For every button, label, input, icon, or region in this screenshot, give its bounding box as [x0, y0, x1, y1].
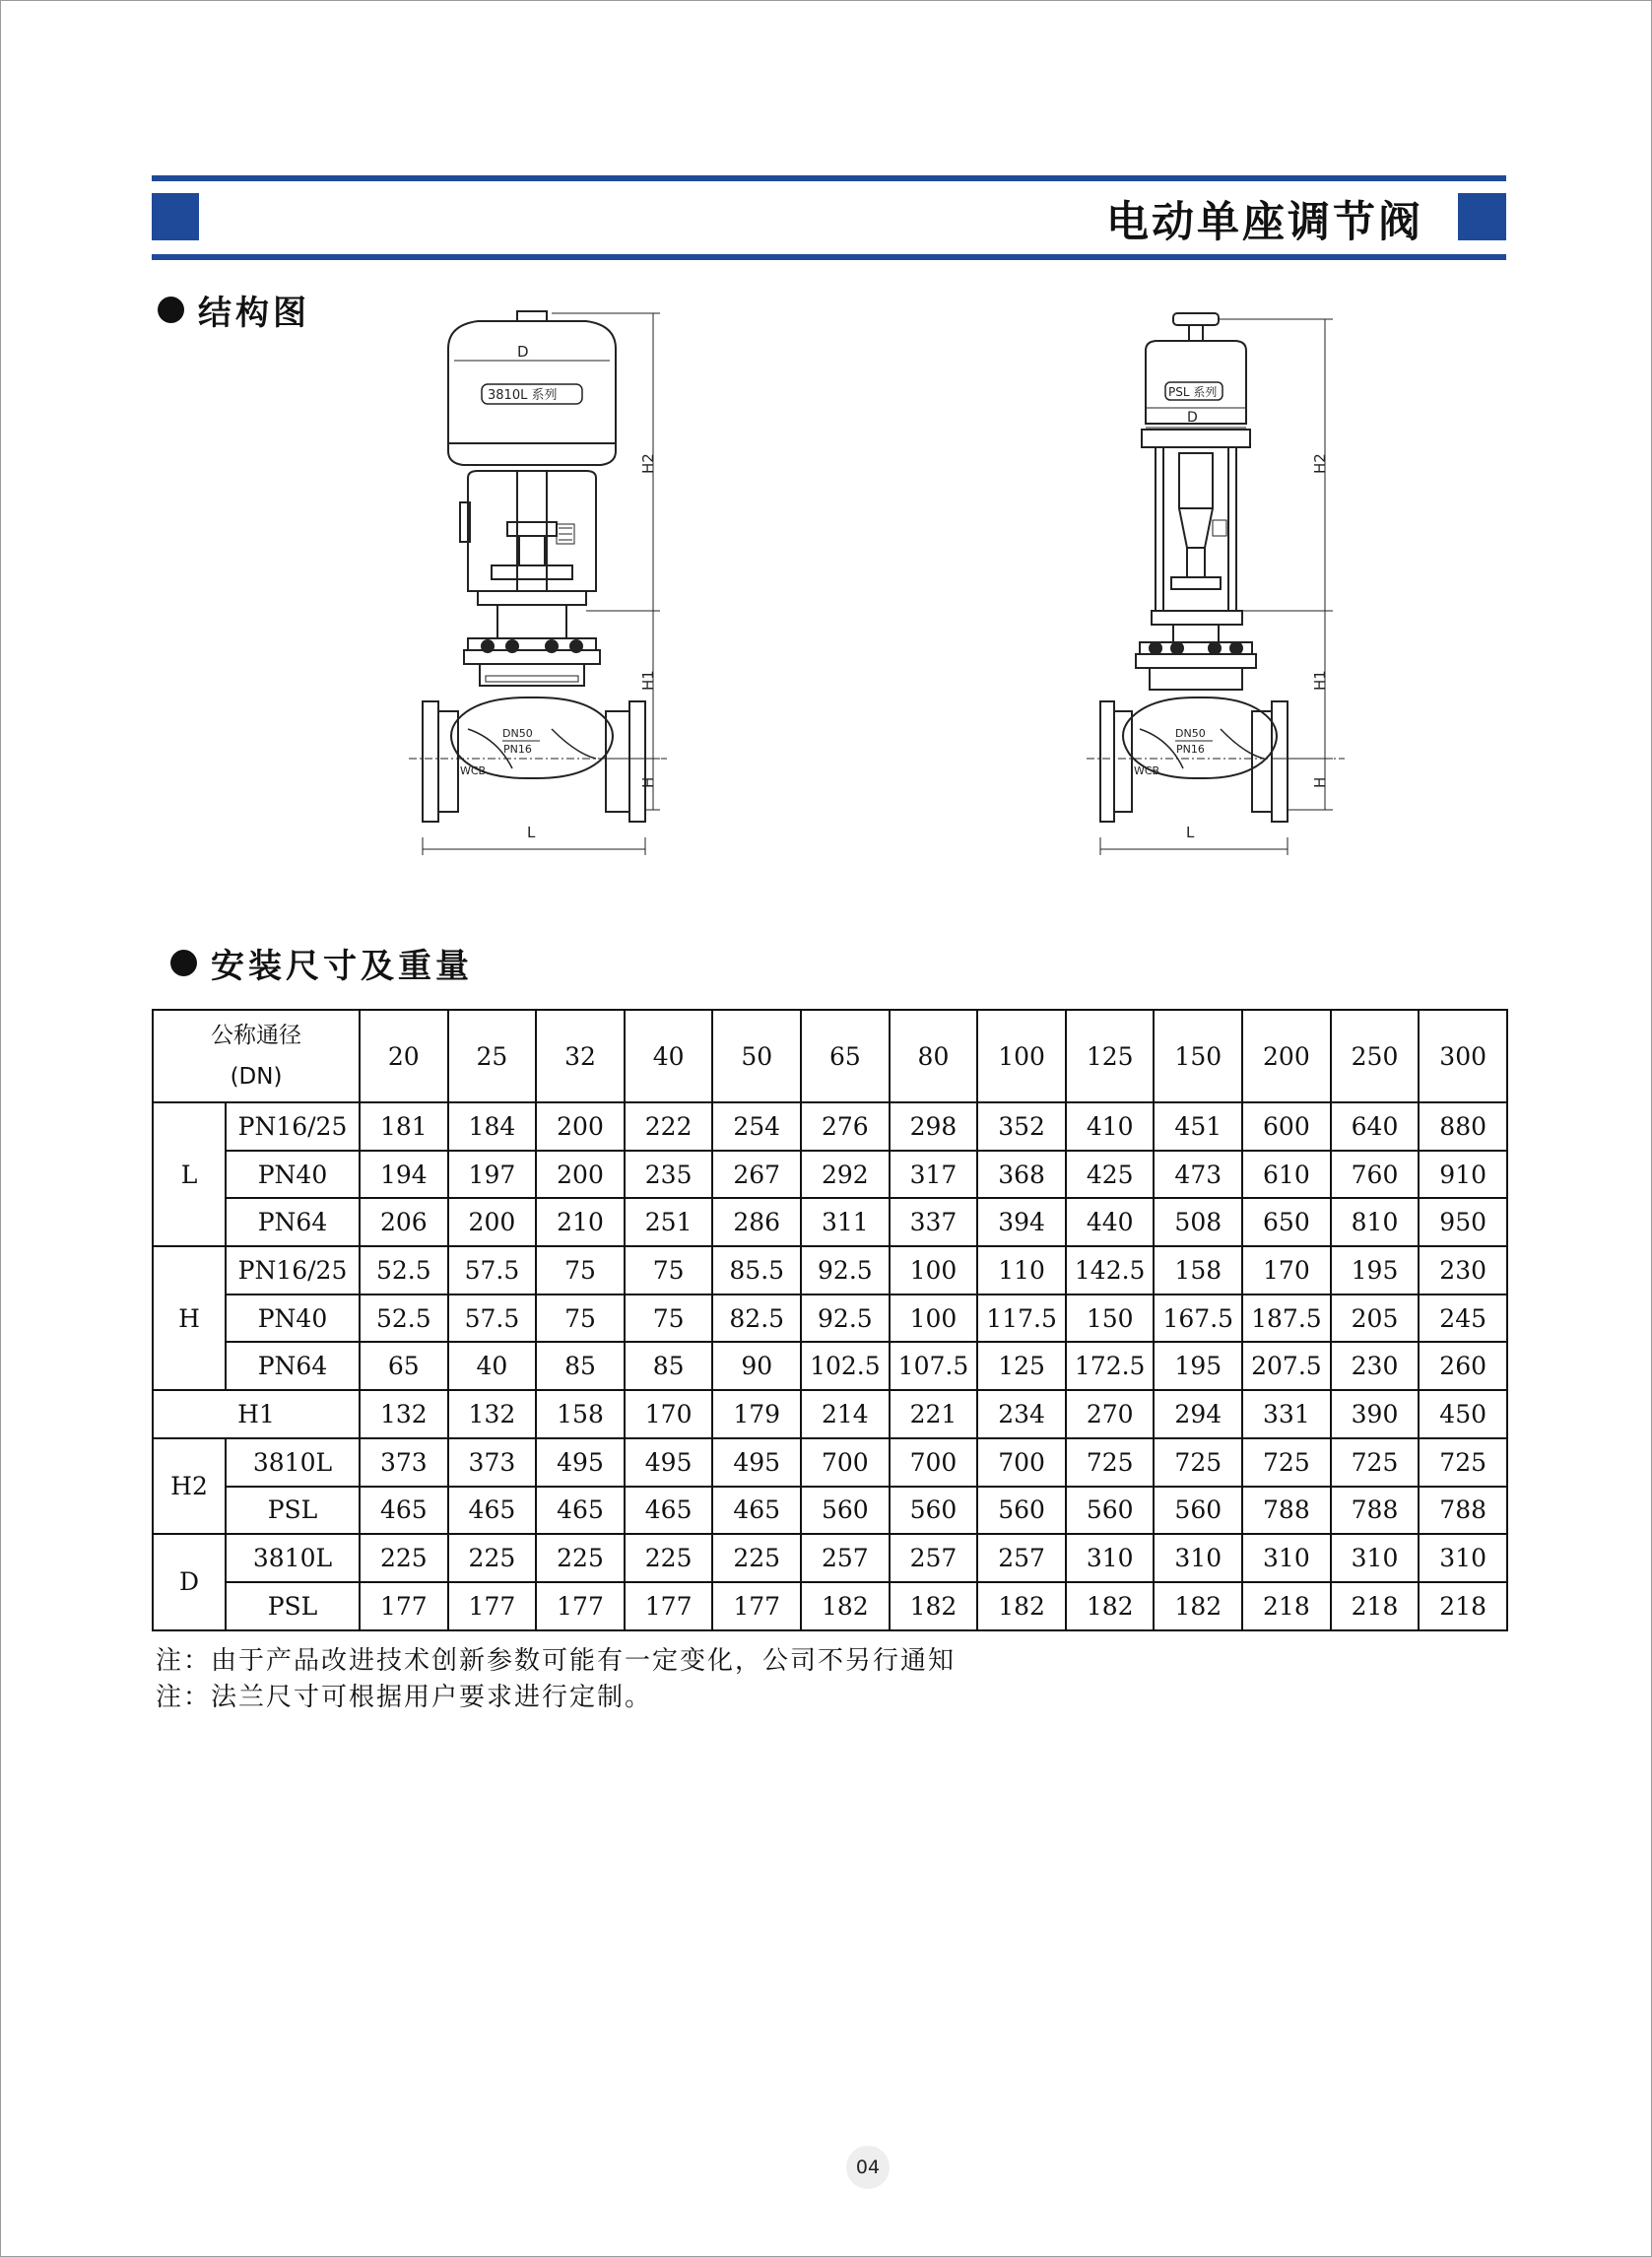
value-cell: 110 — [977, 1246, 1066, 1294]
value-cell: 218 — [1331, 1582, 1420, 1630]
value-cell: 257 — [977, 1534, 1066, 1582]
group-label-cell: L — [153, 1102, 226, 1246]
value-cell: 298 — [890, 1102, 978, 1151]
value-cell: 600 — [1242, 1102, 1331, 1151]
dim-label-d: D — [517, 343, 529, 361]
value-cell: 700 — [801, 1438, 890, 1487]
value-cell: 251 — [625, 1198, 713, 1246]
value-cell: 197 — [448, 1151, 537, 1199]
value-cell: 225 — [712, 1534, 801, 1582]
value-cell: 230 — [1419, 1246, 1507, 1294]
body-dn-label: DN50 — [502, 727, 533, 740]
table-row — [153, 1151, 1507, 1199]
dn-header-cell: 80 — [890, 1010, 978, 1102]
value-cell: 221 — [890, 1390, 978, 1438]
value-cell: 495 — [536, 1438, 625, 1487]
valve-drawing-3810l — [409, 305, 675, 857]
value-cell: 352 — [977, 1102, 1066, 1151]
value-cell: 292 — [801, 1151, 890, 1199]
page-number: 04 — [846, 2146, 890, 2189]
value-cell: 310 — [1419, 1534, 1507, 1582]
value-cell: 82.5 — [712, 1294, 801, 1343]
dn-header-cell: 50 — [712, 1010, 801, 1102]
row-label-cell: 3810L — [226, 1534, 360, 1582]
value-cell: 205 — [1331, 1294, 1420, 1343]
value-cell: 495 — [712, 1438, 801, 1487]
value-cell: 560 — [977, 1487, 1066, 1535]
table-header-row — [153, 1010, 1507, 1102]
page-title: 电动单座调节阀 — [1106, 198, 1423, 247]
value-cell: 788 — [1331, 1487, 1420, 1535]
value-cell: 207.5 — [1242, 1342, 1331, 1390]
header-square-right — [1458, 193, 1506, 240]
value-cell: 294 — [1154, 1390, 1242, 1438]
value-cell: 40 — [448, 1342, 537, 1390]
value-cell: 158 — [536, 1390, 625, 1438]
value-cell: 225 — [360, 1534, 448, 1582]
value-cell: 177 — [625, 1582, 713, 1630]
value-cell: 225 — [625, 1534, 713, 1582]
body-pn-label: PN16 — [1176, 743, 1205, 756]
table-row — [153, 1198, 1507, 1246]
body-pn-label: PN16 — [503, 743, 532, 756]
row-label-cell: PN40 — [226, 1151, 360, 1199]
value-cell: 310 — [1154, 1534, 1242, 1582]
value-cell: 451 — [1154, 1102, 1242, 1151]
dim-label-l: L — [1186, 824, 1195, 841]
note-line: 注：由于产品改进技术创新参数可能有一定变化，公司不另行通知 — [156, 1646, 957, 1676]
row-label-cell: PSL — [226, 1487, 360, 1535]
value-cell: 206 — [360, 1198, 448, 1246]
value-cell: 725 — [1419, 1438, 1507, 1487]
value-cell: 142.5 — [1066, 1246, 1155, 1294]
value-cell: 182 — [977, 1582, 1066, 1630]
table-row — [153, 1294, 1507, 1343]
value-cell: 92.5 — [801, 1294, 890, 1343]
value-cell: 214 — [801, 1390, 890, 1438]
value-cell: 465 — [448, 1487, 537, 1535]
table-row — [153, 1342, 1507, 1390]
value-cell: 234 — [977, 1390, 1066, 1438]
value-cell: 270 — [1066, 1390, 1155, 1438]
value-cell: 132 — [360, 1390, 448, 1438]
table-row — [153, 1487, 1507, 1535]
value-cell: 910 — [1419, 1151, 1507, 1199]
value-cell: 560 — [1066, 1487, 1155, 1535]
value-cell: 194 — [360, 1151, 448, 1199]
value-cell: 52.5 — [360, 1294, 448, 1343]
dn-header-cell: 125 — [1066, 1010, 1155, 1102]
header-rule-top — [152, 175, 1506, 181]
value-cell: 150 — [1066, 1294, 1155, 1343]
value-cell: 117.5 — [977, 1294, 1066, 1343]
value-cell: 560 — [1154, 1487, 1242, 1535]
value-cell: 450 — [1419, 1390, 1507, 1438]
value-cell: 760 — [1331, 1151, 1420, 1199]
value-cell: 950 — [1419, 1198, 1507, 1246]
dn-header-cell: 25 — [448, 1010, 537, 1102]
value-cell: 225 — [536, 1534, 625, 1582]
valve-drawing-psl — [1087, 305, 1353, 857]
notes — [156, 1643, 956, 1716]
bullet-icon — [170, 950, 197, 976]
row-label-cell: 3810L — [226, 1438, 360, 1487]
value-cell: 254 — [712, 1102, 801, 1151]
dim-label-h1: H1 — [1311, 670, 1329, 691]
section-structure-title: 结构图 — [198, 294, 310, 333]
dn-header-cell: 20 — [360, 1010, 448, 1102]
value-cell: 230 — [1331, 1342, 1420, 1390]
dim-label-d: D — [1187, 410, 1198, 426]
value-cell: 368 — [977, 1151, 1066, 1199]
value-cell: 267 — [712, 1151, 801, 1199]
value-cell: 85 — [536, 1342, 625, 1390]
value-cell: 172.5 — [1066, 1342, 1155, 1390]
value-cell: 390 — [1331, 1390, 1420, 1438]
value-cell: 182 — [1154, 1582, 1242, 1630]
value-cell: 90 — [712, 1342, 801, 1390]
value-cell: 508 — [1154, 1198, 1242, 1246]
value-cell: 495 — [625, 1438, 713, 1487]
group-label-cell: H2 — [153, 1438, 226, 1534]
value-cell: 260 — [1419, 1342, 1507, 1390]
value-cell: 177 — [448, 1582, 537, 1630]
dim-label-h: H — [639, 776, 657, 788]
value-cell: 331 — [1242, 1390, 1331, 1438]
value-cell: 560 — [801, 1487, 890, 1535]
table-row — [153, 1102, 1507, 1151]
value-cell: 465 — [625, 1487, 713, 1535]
value-cell: 182 — [1066, 1582, 1155, 1630]
table-row — [153, 1246, 1507, 1294]
value-cell: 725 — [1242, 1438, 1331, 1487]
value-cell: 102.5 — [801, 1342, 890, 1390]
value-cell: 85 — [625, 1342, 713, 1390]
value-cell: 57.5 — [448, 1294, 537, 1343]
value-cell: 560 — [890, 1487, 978, 1535]
value-cell: 257 — [890, 1534, 978, 1582]
value-cell: 107.5 — [890, 1342, 978, 1390]
value-cell: 465 — [360, 1487, 448, 1535]
dn-header-cell: 250 — [1331, 1010, 1420, 1102]
header-label-line2: (DN) — [230, 1064, 283, 1090]
value-cell: 200 — [536, 1151, 625, 1199]
value-cell: 92.5 — [801, 1246, 890, 1294]
header-label-line1: 公称通径 — [211, 1023, 301, 1048]
value-cell: 650 — [1242, 1198, 1331, 1246]
value-cell: 725 — [1331, 1438, 1420, 1487]
value-cell: 700 — [890, 1438, 978, 1487]
value-cell: 310 — [1331, 1534, 1420, 1582]
body-material-label: WCB — [1134, 764, 1160, 777]
table-row — [153, 1534, 1507, 1582]
value-cell: 440 — [1066, 1198, 1155, 1246]
value-cell: 394 — [977, 1198, 1066, 1246]
value-cell: 640 — [1331, 1102, 1420, 1151]
note-line: 注：法兰尺寸可根据用户要求进行定制。 — [156, 1683, 653, 1712]
value-cell: 182 — [890, 1582, 978, 1630]
series-label: 3810L 系列 — [488, 388, 558, 403]
section-install-heading — [170, 939, 473, 987]
value-cell: 725 — [1154, 1438, 1242, 1487]
header-rule-bottom — [152, 254, 1506, 260]
value-cell: 788 — [1419, 1487, 1507, 1535]
value-cell: 170 — [1242, 1246, 1331, 1294]
value-cell: 465 — [712, 1487, 801, 1535]
value-cell: 465 — [536, 1487, 625, 1535]
value-cell: 125 — [977, 1342, 1066, 1390]
value-cell: 310 — [1066, 1534, 1155, 1582]
dn-header-cell: 40 — [625, 1010, 713, 1102]
value-cell: 85.5 — [712, 1246, 801, 1294]
value-cell: 337 — [890, 1198, 978, 1246]
value-cell: 195 — [1154, 1342, 1242, 1390]
series-label: PSL 系列 — [1168, 385, 1218, 399]
row-label-cell: PN64 — [226, 1342, 360, 1390]
dimension-table — [152, 1009, 1508, 1631]
body-dn-label: DN50 — [1175, 727, 1206, 740]
row-label-cell: PSL — [226, 1582, 360, 1630]
value-cell: 181 — [360, 1102, 448, 1151]
table-row — [153, 1390, 1507, 1438]
dn-header-cell: 200 — [1242, 1010, 1331, 1102]
body-material-label: WCB — [460, 764, 487, 777]
value-cell: 187.5 — [1242, 1294, 1331, 1343]
value-cell: 725 — [1066, 1438, 1155, 1487]
dn-header-cell: 300 — [1419, 1010, 1507, 1102]
value-cell: 167.5 — [1154, 1294, 1242, 1343]
dim-label-h: H — [1311, 776, 1329, 788]
value-cell: 75 — [536, 1294, 625, 1343]
section-structure-heading — [158, 286, 310, 334]
value-cell: 410 — [1066, 1102, 1155, 1151]
value-cell: 225 — [448, 1534, 537, 1582]
row-label-cell: PN40 — [226, 1294, 360, 1343]
value-cell: 65 — [360, 1342, 448, 1390]
value-cell: 276 — [801, 1102, 890, 1151]
row-label-cell: PN64 — [226, 1198, 360, 1246]
value-cell: 210 — [536, 1198, 625, 1246]
group-label-cell: H — [153, 1246, 226, 1390]
value-cell: 425 — [1066, 1151, 1155, 1199]
value-cell: 245 — [1419, 1294, 1507, 1343]
header-label-cell — [153, 1010, 360, 1102]
value-cell: 132 — [448, 1390, 537, 1438]
value-cell: 218 — [1242, 1582, 1331, 1630]
value-cell: 700 — [977, 1438, 1066, 1487]
value-cell: 177 — [360, 1582, 448, 1630]
value-cell: 222 — [625, 1102, 713, 1151]
value-cell: 100 — [890, 1294, 978, 1343]
value-cell: 200 — [536, 1102, 625, 1151]
dim-label-h1: H1 — [639, 670, 657, 691]
value-cell: 158 — [1154, 1246, 1242, 1294]
dn-header-cell: 32 — [536, 1010, 625, 1102]
bullet-icon — [158, 297, 184, 323]
dim-label-h2: H2 — [639, 453, 657, 474]
value-cell: 75 — [625, 1294, 713, 1343]
value-cell: 75 — [536, 1246, 625, 1294]
value-cell: 184 — [448, 1102, 537, 1151]
value-cell: 75 — [625, 1246, 713, 1294]
value-cell: 170 — [625, 1390, 713, 1438]
value-cell: 311 — [801, 1198, 890, 1246]
value-cell: 880 — [1419, 1102, 1507, 1151]
value-cell: 257 — [801, 1534, 890, 1582]
value-cell: 610 — [1242, 1151, 1331, 1199]
dimension-table-body — [153, 1010, 1507, 1630]
value-cell: 810 — [1331, 1198, 1420, 1246]
value-cell: 235 — [625, 1151, 713, 1199]
table-row — [153, 1438, 1507, 1487]
section-install-title: 安装尺寸及重量 — [211, 947, 473, 986]
value-cell: 179 — [712, 1390, 801, 1438]
value-cell: 218 — [1419, 1582, 1507, 1630]
row-label-cell: PN16/25 — [226, 1102, 360, 1151]
dim-label-l: L — [527, 824, 536, 841]
dim-label-h2: H2 — [1311, 453, 1329, 474]
value-cell: 52.5 — [360, 1246, 448, 1294]
value-cell: 317 — [890, 1151, 978, 1199]
value-cell: 177 — [712, 1582, 801, 1630]
dn-header-cell: 150 — [1154, 1010, 1242, 1102]
group-label-cell: H1 — [153, 1390, 360, 1438]
value-cell: 200 — [448, 1198, 537, 1246]
dn-header-cell: 65 — [801, 1010, 890, 1102]
value-cell: 788 — [1242, 1487, 1331, 1535]
table-row — [153, 1582, 1507, 1630]
row-label-cell: PN16/25 — [226, 1246, 360, 1294]
dn-header-cell: 100 — [977, 1010, 1066, 1102]
value-cell: 100 — [890, 1246, 978, 1294]
value-cell: 373 — [448, 1438, 537, 1487]
value-cell: 286 — [712, 1198, 801, 1246]
value-cell: 473 — [1154, 1151, 1242, 1199]
value-cell: 182 — [801, 1582, 890, 1630]
value-cell: 373 — [360, 1438, 448, 1487]
value-cell: 57.5 — [448, 1246, 537, 1294]
value-cell: 310 — [1242, 1534, 1331, 1582]
header-square-left — [152, 193, 199, 240]
group-label-cell: D — [153, 1534, 226, 1629]
value-cell: 195 — [1331, 1246, 1420, 1294]
value-cell: 177 — [536, 1582, 625, 1630]
